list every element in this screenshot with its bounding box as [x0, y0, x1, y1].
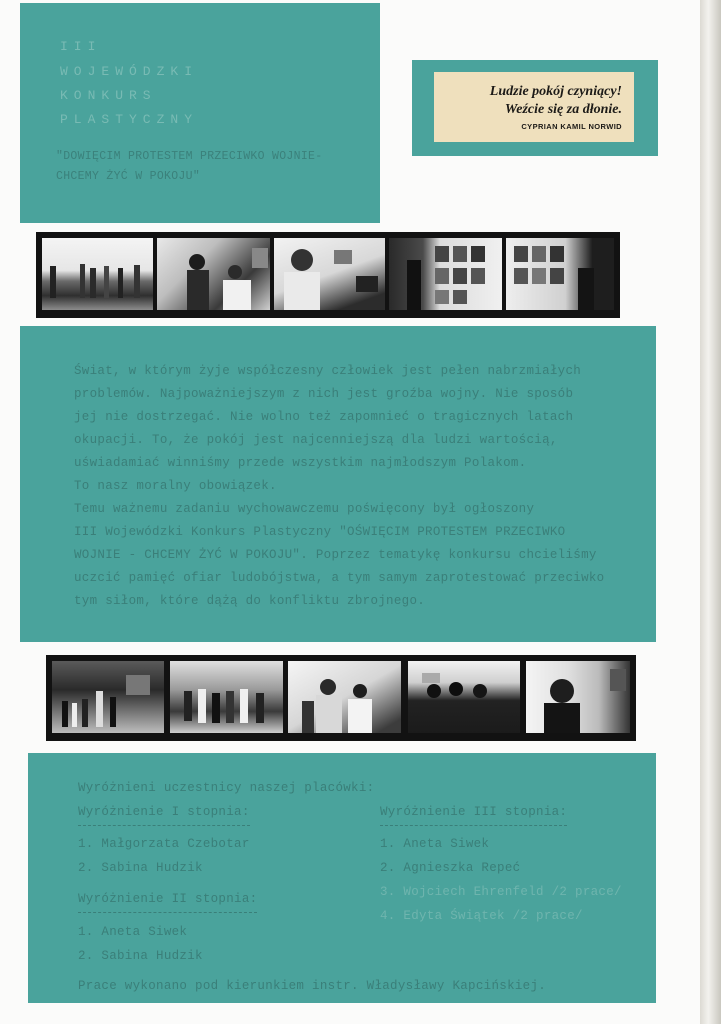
text-line: uczcić pamięć ofiar ludobójstwa, a tym samym zaprotestować przeciwko — [74, 571, 605, 585]
quote-card — [434, 72, 634, 142]
award-third-item: 3. Wojciech Ehrenfeld /2 prace/ — [380, 885, 622, 899]
header-subtitle-line: CHCEMY ŻYĆ W POKOJU" — [56, 170, 201, 183]
viewing-artworks-photo — [274, 238, 385, 310]
award-third-item: 2. Agnieszka Repeć — [380, 861, 521, 875]
speaker-portrait-photo — [526, 661, 630, 733]
award-second-title: Wyróżnienie II stopnia: — [78, 888, 257, 913]
main-text-panel — [20, 326, 656, 642]
header-title-line: WOJEWÓDZKI — [60, 64, 199, 79]
header-title-line: PLASTYCZNY — [60, 112, 199, 127]
photo-frame — [157, 238, 270, 310]
photo-frame — [408, 661, 520, 733]
text-line: III Wojewódzki Konkurs Plastyczny "OŚWIĘCIM PROTESTEM PRZECIWKO — [74, 525, 566, 539]
header-panel — [20, 3, 380, 223]
quote-author: CYPRIAN KAMIL NORWID — [521, 122, 622, 131]
photo-frame — [526, 661, 630, 733]
text-line: Temu ważnemu zadaniu wychowawczemu poświęcony był ogłoszony — [74, 502, 535, 516]
photo-frame — [42, 238, 153, 310]
film-strip-top — [36, 232, 620, 318]
audience-photo — [170, 661, 283, 733]
photo-frame — [274, 238, 385, 310]
text-line: uświadamiać winniśmy przede wszystkim najmłodszym Polakom. — [74, 456, 527, 470]
photo-frame — [288, 661, 401, 733]
header-subtitle-line: "DOWIĘCIM PROTESTEM PRZECIWKO WOJNIE- — [56, 150, 323, 163]
text-line: WOJNIE - CHCEMY ŻYĆ W POKOJU". Poprzez tematykę konkursu chcieliśmy — [74, 548, 597, 562]
photo-frame — [170, 661, 283, 733]
album-page-edge — [700, 0, 721, 1024]
hall-crowd-photo — [52, 661, 164, 733]
gallery-wall-photo — [389, 238, 502, 310]
award-first-item: 2. Sabina Hudzik — [78, 861, 203, 875]
award-second-item: 1. Aneta Siwek — [78, 925, 188, 939]
quote-line: Weźcie się za dłonie. — [504, 102, 622, 117]
award-third-item: 4. Edyta Świątek /2 prace/ — [380, 909, 583, 923]
header-title-line: III — [60, 39, 102, 54]
text-line: okupacji. To, że pokój jest najcenniejszą dla ludzi wartością, — [74, 433, 558, 447]
guests-photo — [288, 661, 401, 733]
award-third-title: Wyróżnienie III stopnia: — [380, 801, 567, 826]
awards-heading: Wyróżnieni uczestnicy naszej placówki: — [78, 781, 375, 795]
film-strip-bottom — [46, 655, 636, 741]
text-line: Świat, w którym żyje współczesny człowiek jest pełen nabrzmiałych — [74, 364, 582, 378]
text-line: jej nie dostrzegać. Nie wolno też zapomnieć o tragicznych latach — [74, 410, 574, 424]
award-second-item: 2. Sabina Hudzik — [78, 949, 203, 963]
exhibition-crowd-photo — [42, 238, 153, 310]
quote-panel — [412, 60, 658, 156]
award-first-item: 1. Małgorzata Czebotar — [78, 837, 250, 851]
text-line: To nasz moralny obowiązek. — [74, 479, 277, 493]
photo-frame — [52, 661, 164, 733]
quote-line: Ludzie pokój czyniący! — [489, 84, 622, 99]
photo-frame — [389, 238, 502, 310]
gathering-photo — [408, 661, 520, 733]
award-first-title: Wyróżnienie I stopnia: — [78, 801, 250, 826]
photo-frame — [506, 238, 614, 310]
awards-panel — [28, 753, 656, 1003]
text-line: tym siłom, które dążą do konfliktu zbrojnego. — [74, 594, 426, 608]
header-title-line: KONKURS — [60, 88, 157, 103]
awards-footer: Prace wykonano pod kierunkiem instr. Władysławy Kapcińskiej. — [78, 979, 547, 993]
award-third-item: 1. Aneta Siwek — [380, 837, 490, 851]
text-line: problemów. Najpoważniejszym z nich jest groźba wojny. Nie sposób — [74, 387, 574, 401]
artwork-display-photo — [506, 238, 614, 310]
visitors-photo — [157, 238, 270, 310]
